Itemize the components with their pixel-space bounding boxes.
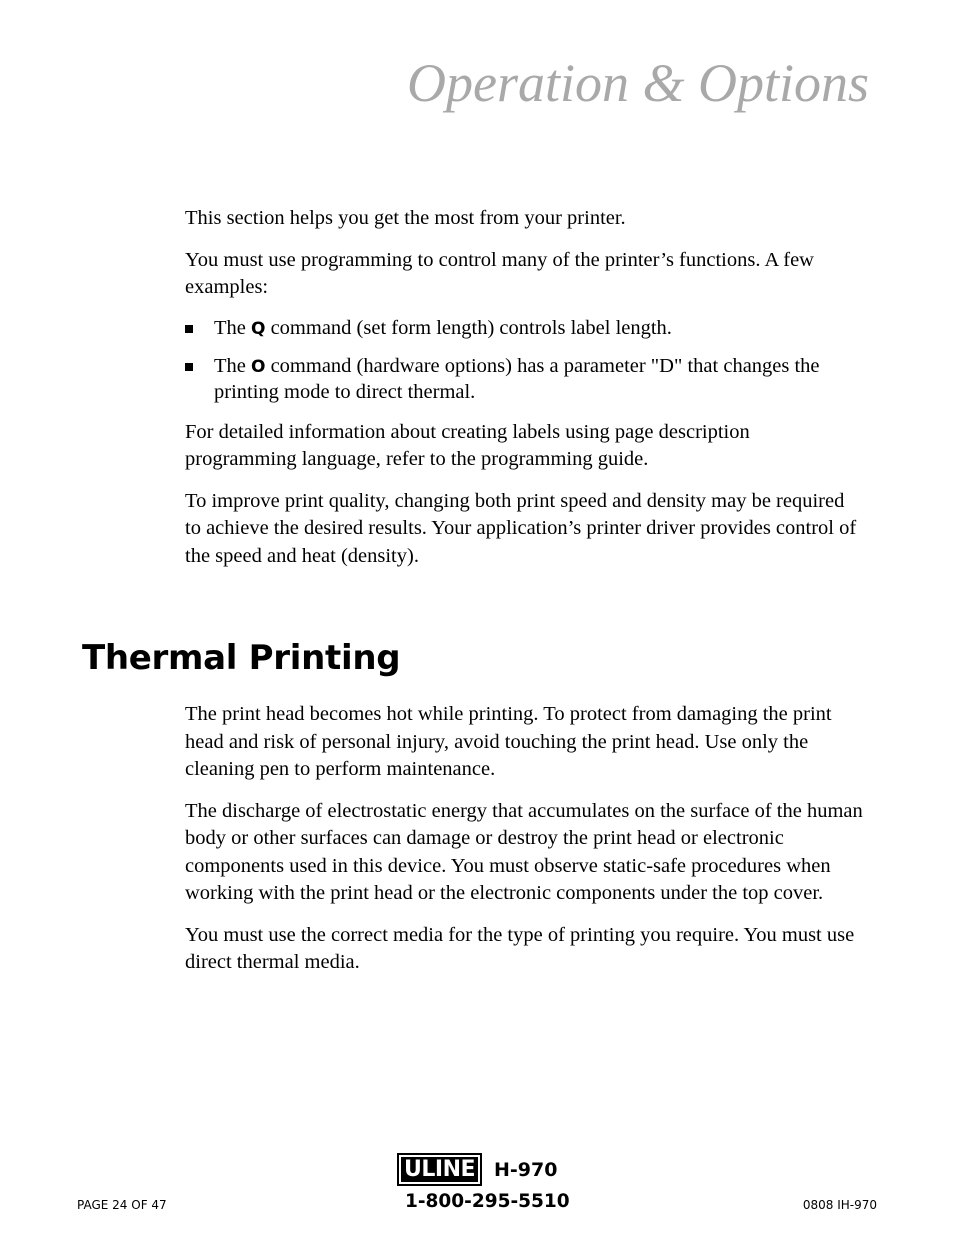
- bullet-text: command (set form length) controls label length.: [265, 316, 672, 339]
- bullet-prefix: The: [214, 354, 251, 377]
- list-item: [185, 316, 865, 342]
- command-code: Q: [251, 318, 266, 339]
- square-bullet-icon: [185, 325, 193, 333]
- model-number: H-970: [494, 1158, 558, 1181]
- command-code: O: [251, 356, 266, 377]
- page-title: Operation & Options: [406, 53, 869, 113]
- intro-paragraph: For detailed information about creating labels using page description programming language, refer to the programming guide.: [185, 420, 750, 470]
- thermal-paragraph: You must use the correct media for the type of printing you require. You must use direct thermal media.: [185, 923, 855, 973]
- document-code: 0808 IH-970: [802, 1198, 877, 1212]
- thermal-paragraph: The print head becomes hot while printing. To protect from damaging the print head and risk of personal injury, avoid touching the print head. Use only the cleaning pen to perform maintenance.: [185, 703, 832, 780]
- intro-paragraph: You must use programming to control many of the printer’s functions. A few examples:: [185, 248, 814, 298]
- intro-paragraph: This section helps you get the most from your printer.: [185, 207, 626, 229]
- brand-block: [397, 1153, 557, 1186]
- phone-number: 1-800-295-5510: [405, 1191, 570, 1212]
- thermal-paragraph: The discharge of electrostatic energy that accumulates on the surface of the human body or other surfaces can damage or destroy the print head or electronic components used in this device. You must observe static-safe procedures when working with the print head or the electronic components under the top cover.: [185, 799, 863, 904]
- bullet-prefix: The: [214, 316, 251, 339]
- list-item: [185, 354, 865, 405]
- intro-section: [185, 205, 865, 584]
- intro-paragraph: To improve print quality, changing both print speed and density may be required to achieve the desired results. Your application’s printer driver provides control of the speed and heat (density).: [185, 489, 857, 567]
- section-heading: Thermal Printing: [82, 638, 401, 678]
- square-bullet-icon: [185, 363, 193, 371]
- page-number: PAGE 24 OF 47: [77, 1198, 167, 1212]
- uline-logo: ULINE: [397, 1153, 482, 1186]
- thermal-section: [185, 701, 865, 991]
- bullet-text: command (hardware options) has a parameter "D" that changes the printing mode to direct thermal.: [214, 354, 820, 403]
- examples-list: [185, 316, 865, 405]
